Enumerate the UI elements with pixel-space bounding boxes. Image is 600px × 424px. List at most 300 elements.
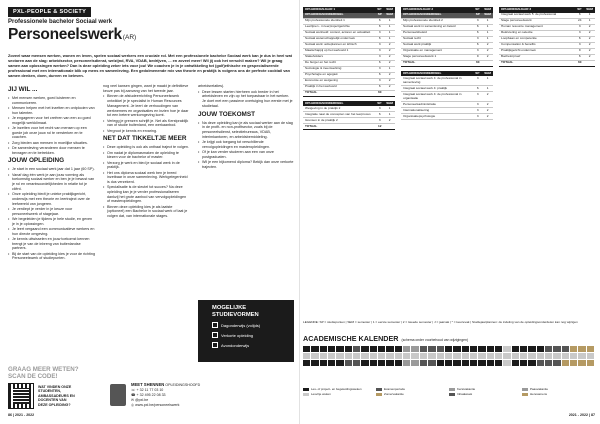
table-cell: Grensen in de praktijk 2 [303,118,375,124]
calendar-title [303,334,468,343]
list-item: • Je inzetten voor het recht van mensen op een goede job onze jouw rol te versterken en te coachen. [8,126,95,140]
calendar-week [320,360,328,366]
table-cell: 1 [482,30,493,36]
table-cell: SP [375,13,384,18]
table-cell: 3 [473,102,482,108]
table-cell: 3 [473,18,482,24]
heading-jij-wil: JIJ WIL ... [8,86,38,93]
list-item: • Onze opleiding biedt je unieke praktijkgericht, onderwijs met een theorie en leertraject over de leefwereld van jongeren. [8,192,95,206]
table-cell: OPLEIDINGSONDERDEEL [303,101,375,107]
calendar-week [353,346,361,352]
table-cell: Integraal sociaal werk 4: de professional in organisatie [401,92,473,102]
calendar-week [453,346,461,352]
table-cell: 3 [473,92,482,102]
calendar-week [303,360,311,366]
table-cell: 3 [575,30,584,36]
calendar-week [570,353,578,359]
calendar-week [395,346,403,352]
table-cell: 2 [482,102,493,108]
table-cell: 6 [575,13,584,18]
opleiding-list [8,167,95,261]
table-cell: Personeelsadministratie [401,102,473,108]
legend-label: Lesvrije weken [311,392,331,396]
table-cell: SEM [484,7,491,11]
section-tag: PXL-PEOPLE & SOCIETY [8,7,91,17]
table-cell: Compensation & benefits [499,42,575,48]
list-item: • Bij de start van de opleiding kies je voor de richting Personeelswerk of studiepunten. [8,252,95,261]
calendar-week [587,346,595,352]
studievorm-verkort [212,332,253,338]
calendar-week [353,353,361,359]
table-cell: SP [375,7,384,13]
table-cell: 6 [375,24,384,30]
calendar-week [328,360,336,366]
table-cell [482,60,493,66]
calendar-week [353,360,361,366]
table-cell: Leerlijnen - in leerprojectgerichte [303,24,375,30]
table-cell: 1 [584,18,595,24]
table-cell [384,90,395,96]
list-item: • Deze opleiding is ook als onthaal traject te volgen. [103,145,190,150]
list-item: • Je krijgt ook toegang tot verschillende vervolgopleidingen en masteropleidingen. [198,140,294,149]
table-total-row [401,60,493,66]
legend-swatch [376,388,382,392]
table-cell: Internationalisering [401,107,473,113]
table-cell: 2 [584,36,595,42]
table-cell: SEM [484,12,491,17]
column-2 [103,84,190,219]
table-cell: Loopbaan en competentie [499,36,575,42]
title-text: Personeelswerk [8,26,122,43]
year1-table [303,7,395,97]
table-cell: SP [473,13,482,18]
table-cell: 24 [575,18,584,24]
checkbox-icon [212,332,218,338]
calendar-week [470,353,478,359]
table-cell: 60 [375,90,384,96]
legend-swatch [303,393,309,397]
table-cell: 3 [375,118,384,124]
list-item: • Of je kan verder studeren aan een van onze postgraduaten. [198,150,294,159]
studievorm-label: Dagonderwijs (volijds) [221,322,261,328]
table-cell: 1 [482,76,493,85]
net-list [103,145,190,219]
calendar-week [386,360,394,366]
table-cell: 3 [375,42,384,48]
table-cell: 3 [575,24,584,30]
calendar-week [520,360,528,366]
calendar-week [320,353,328,359]
table-cell: 2 [384,60,395,66]
table-cell [584,60,595,66]
calendar-legend-item [376,392,449,397]
table-cell: 3 [473,48,482,54]
table-cell: 6 [473,86,482,92]
table-cell: SP [473,7,482,13]
table-cell: 3 [375,66,384,72]
phone-icon: ☏ [131,388,136,392]
table-cell: OPLEIDINGSJAAR 3 [499,7,575,13]
legend-label: Examenperiode [384,387,406,391]
year1-tables [303,7,395,134]
table-cell: 3 [575,42,584,48]
table-cell: Stage personeelswerk [499,18,575,24]
calendar-week [453,353,461,359]
list-item: • Na deze opleiding kan je als sociaal werker aan de slag in de profit- en non-profitsector, zoals bij de personeelsdienst, selectiebureaus, VDAB, interimkantoren, en arbeidsbemiddeling. [198,121,294,140]
table-cell: TOTAAL [303,124,375,130]
calendar-week [378,360,386,366]
calendar-week [445,346,453,352]
calendar-week [370,346,378,352]
table-cell: 1 [384,106,395,111]
calendar-week [562,360,570,366]
table-total-row [303,90,395,96]
table-cell: 2 [384,118,395,124]
table-cell: 6 [375,36,384,42]
calendar-week [553,353,561,359]
right-page [300,0,600,424]
table-cell: Integraal sociaal werk 4: praktijk [401,86,473,92]
calendar-week [553,360,561,366]
page-number-left: 86 | 2021 - 2022 [8,413,35,417]
year3-tables [499,7,595,71]
legend-label: Les- of project- en begeleidingsweken [311,387,362,391]
table-cell: Organisatie en management [401,48,473,54]
table-cell: OPLEIDINGSONDERDEEL [303,13,375,18]
calendar-week [503,360,511,366]
table-cell: 6 [473,42,482,48]
list-item: • Wil je een bijkomend diploma? Bekijk dan onze verkorte trajecten. [198,160,294,169]
list-item: • We begeleiden je tijdens je hele studie, en geven je in je oplossingen. [8,217,95,226]
year1-choice-table [303,101,395,131]
calendar-note: (schema onder voorbehoud van wijzigingen) [401,338,468,342]
studievorm-avond [212,342,249,348]
table-cell: 2 [384,84,395,90]
calendar-week [578,353,586,359]
table-cell: SEM [386,12,393,17]
calendar-week [445,353,453,359]
calendar-week [403,346,411,352]
table-cell: 6 [473,30,482,36]
legend-swatch [522,388,528,392]
contact-website[interactable]: www.pxl.be/personeelswerk [135,403,180,407]
legend-swatch [449,393,455,397]
calendar-week [361,346,369,352]
calendar-row [303,360,595,366]
table-cell: 3 [375,30,384,36]
contact-email[interactable]: @pxl.be [135,398,149,402]
legend-label: Zomervakantie [384,392,404,396]
table-cell: 1 [384,24,395,30]
contact-role: OPLEIDINGSHOOFD [165,383,201,387]
calendar-week [478,360,486,366]
table-cell: 2 [584,42,595,48]
calendar-week [336,346,344,352]
calendar-week [495,360,503,366]
checkbox-icon [212,322,218,328]
list-item: • Binnen deze opleiding kies je als laatste (optioneel) een Bachelor in sociaal werk of laat je volgen dat, van internationale stages. [103,205,190,219]
calendar-week [570,346,578,352]
table-cell: 1 [384,30,395,36]
calendar-week [495,346,503,352]
calendar-week [487,360,495,366]
table-cell: Mijn professionele identiteit 2 [401,18,473,24]
calendar-week [361,353,369,359]
checkbox-icon [212,342,218,348]
calendar-week [512,346,520,352]
legend: LEGENDE: SP = studiepunten | SEM = semester | 1 = eerste semester | 2 = tweede semester | J = jaarvak | * = keuzevak | Studiejaarplannen: de indeling van de opleidingsonderdelen kan nog wijzigen [303,320,578,324]
page-number-right: 2021 - 2022 | 87 [568,413,595,417]
table-cell: 3 [375,106,384,111]
table-cell: TOTAAL [401,60,473,66]
list-item: • De samenleving veranderen door mensen te bevragen en te betrekken. [8,146,95,155]
table-cell: 2 [384,54,395,60]
calendar-row [303,346,595,352]
contact-block [131,382,200,408]
table-cell: Rekrutering en selectie [499,30,575,36]
table-cell: Integratie naar de concepten van het leerproces [303,112,375,118]
calendar-week [411,346,419,352]
table-cell: 3 [375,54,384,60]
table-cell: Sociaal werk: actieplannen en kritisch [303,42,375,48]
legend-label: Paasvakantie [530,387,549,391]
calendar-legend-item [522,392,595,397]
table-cell: 9 [473,54,482,60]
table-cell: 9 [575,48,584,54]
calendar-week [462,346,470,352]
table-cell: SEM [386,100,393,105]
heading-net-dat-tikkeltje-meer: NET DAT TIKKELTJE MEER [103,135,187,143]
table-cell: 3 [473,36,482,42]
table-cell: 2 [482,54,493,60]
table-cell: 2 [384,48,395,54]
wil-list [8,96,95,155]
calendar-week [336,353,344,359]
table-cell: 2 [384,72,395,78]
table-cell: SP [575,7,584,13]
calendar-week [370,353,378,359]
calendar-week [503,353,511,359]
table-cell: 1 [482,36,493,42]
calendar-week [420,346,428,352]
calendar-week [528,360,536,366]
calendar-legend-item [303,392,376,397]
table-cell: 6 [375,18,384,24]
year3-table [499,7,595,67]
table-row [401,113,493,119]
table-cell: Praktijk in het werkveld [303,84,375,90]
table-cell: 1 [384,66,395,72]
table-cell: Sociaal recht [401,36,473,42]
calendar-week [462,353,470,359]
calendar-week [378,353,386,359]
legend-label: Inhaalweek [457,392,473,396]
calendar-week [537,346,545,352]
calendar-week [420,353,428,359]
calendar-week [545,346,553,352]
table-cell: 3 [473,113,482,119]
calendar-week [462,360,470,366]
table-cell: SP [375,101,384,107]
table-cell: 2 [482,42,493,48]
legend-label: Kerstvakantie [457,387,476,391]
table-cell: 6 [375,60,384,66]
paragraph: arbeidsrelaties). [198,84,225,88]
calendar-week [487,353,495,359]
table-cell: 6 [575,54,584,60]
table-cell [384,124,395,130]
legend-swatch [376,393,382,397]
table-row [401,76,493,85]
list-item: • Mensen helpen met het inzetten en ontplooien van hun talenten. [8,106,95,115]
table-total-row [499,60,595,66]
calendar-week [411,353,419,359]
table-cell: TOTAAL [499,60,575,66]
table-cell: 1 [384,36,395,42]
table-cell: 2 [384,78,395,84]
table-cell: 1 [482,24,493,30]
calendar-week [562,346,570,352]
calendar-week [361,360,369,366]
table-cell: 60 [575,60,584,66]
table-cell: OPLEIDINGSJAAR 2 [401,7,473,13]
calendar-week [378,346,386,352]
table-cell: Sociaal werk praktijk [401,42,473,48]
calendar-week [545,360,553,366]
table-row [401,92,493,102]
table-cell: Sociaal werk in samenleving en beleid [401,24,473,30]
table-cell: 3 [473,76,482,85]
studievorm-label: Verkorte opleiding [221,332,254,338]
col3-list [198,90,294,109]
calendar-week [420,360,428,366]
calendar-week [587,353,595,359]
table-cell: 2 [584,54,595,60]
calendar-week [562,353,570,359]
calendar-week [311,353,319,359]
calendar-week [528,353,536,359]
table-cell: Stakeholders [303,54,375,60]
list-item: • Je leert vergaand een communicatieve werkers en hun directe omgeving. [8,227,95,236]
table-cell: 3 [375,48,384,54]
list-item: • Binnen de afstudeerrichting Personeelswerk ontwikkel je je specialist in Human Resources Management. Je leert de verhoudingen van werknemers en organisaties en inzien hoe je daar tot een betere werkomgeving komt. [103,94,190,118]
calendar-week [311,346,319,352]
column-1 [8,84,95,262]
heading-jouw-opleiding: JOUW OPLEIDING [8,157,65,165]
calendar-week [553,346,561,352]
qr-heading: GRAAG MEER WETEN? SCAN DE CODE! [8,366,79,380]
list-item: • Je start in een sociaal werk jaar dat 1 jaar (60 SP). [8,167,95,172]
calendar-week [537,360,545,366]
table-cell: 1 [384,112,395,118]
table-cell: 2 [584,48,595,54]
table-cell: Integraal sociaal werk 5: de professional [499,13,575,18]
list-item: • Specialisatie is de sleutel tot succes? Na deze opleiding kan je je verder professionaliseren dankzij het grote aanbod van vervolgopleidingen of masteropleidingen. [103,185,190,204]
calendar-week [311,360,319,366]
calendar-week [520,346,528,352]
year2-tables [401,7,493,124]
table-cell: OPLEIDINGSJAAR 1 [303,7,375,13]
qr-code-icon[interactable] [8,383,34,409]
table-cell: TOTAAL [303,90,375,96]
calendar-week [503,346,511,352]
avatar [110,384,126,406]
table-cell: Psychologie en agogiek [303,72,375,78]
table-cell: 6 [375,84,384,90]
calendar-week [336,360,344,366]
calendar-week [512,353,520,359]
calendar-week [328,353,336,359]
legend-swatch [522,393,528,397]
table-cell: SEM [586,7,593,11]
table-cell: OPLEIDINGSONDERDEEL [401,71,473,77]
table-cell: 2 [384,42,395,48]
calendar-row [303,353,595,359]
calendar-week [320,346,328,352]
year2-choice-table [401,71,493,120]
mobile-icon: ☎ [131,393,136,397]
calendar-week [495,353,503,359]
table-cell: 60 [473,60,482,66]
calendar-week [545,353,553,359]
academic-calendar [303,346,595,367]
mail-icon: ✉ [131,398,135,402]
table-cell: Economie en wetgeving [303,78,375,84]
list-item: • Om nadat je diplomasmaken de opleiding te kiezen voor de bachelor of master. [103,151,190,160]
calendar-week [537,353,545,359]
web-icon: ◎ [131,403,135,407]
calendar-legend [303,387,595,397]
calendar-week [395,353,403,359]
title-suffix: (AR) [122,34,137,41]
table-cell: 2 [482,113,493,119]
col2-list [103,94,190,133]
calendar-week [428,346,436,352]
calendar-week [528,346,536,352]
calendar-week [428,360,436,366]
table-cell: 2 [584,24,595,30]
list-item: • Deze lessen starten hierheen ook breder in het arbeidsleven en zijn op het toepasbaar in het werken. Je doet met een passieve overtuiging hun eerste met je studietaal. [198,90,294,109]
table-cell: 2 [584,30,595,36]
table-cell: Sociaal wetenschappelijk onderzoek [303,36,375,42]
table-cell: Sociaal werkveld: context, actoren en actualiteit [303,30,375,36]
calendar-week [512,360,520,366]
table-cell: De burger en het recht [303,60,375,66]
table-cell: Mijn professionele identiteit 1 [303,18,375,24]
list-item: • Zorg bieden aan mensen in moeilijke situaties. [8,141,95,146]
contact-name: MEET SHENNEN [131,382,165,387]
calendar-week [428,353,436,359]
calendar-week [303,353,311,359]
contact-mobile: + 32 495 22 08 33 [136,393,166,397]
table-cell: Integraal sociaal werk 4: de professional in samenleving [401,76,473,85]
table-cell: 6 [473,24,482,30]
studievormen-box [198,300,294,362]
table-cell: 1 [482,18,493,24]
table-cell: SEM [484,70,491,75]
calendar-week [570,360,578,366]
calendar-week [411,360,419,366]
page-title [8,26,136,46]
table-cell: 2 [482,107,493,113]
calendar-week [328,346,336,352]
calendar-week [470,346,478,352]
legend-swatch [303,388,309,392]
table-cell: Personeelsbeleid [401,30,473,36]
table-cell: Bachelorproef [499,54,575,60]
table-cell: Praktijkgericht onderzoek [499,48,575,54]
table-cell: 6 [375,72,384,78]
